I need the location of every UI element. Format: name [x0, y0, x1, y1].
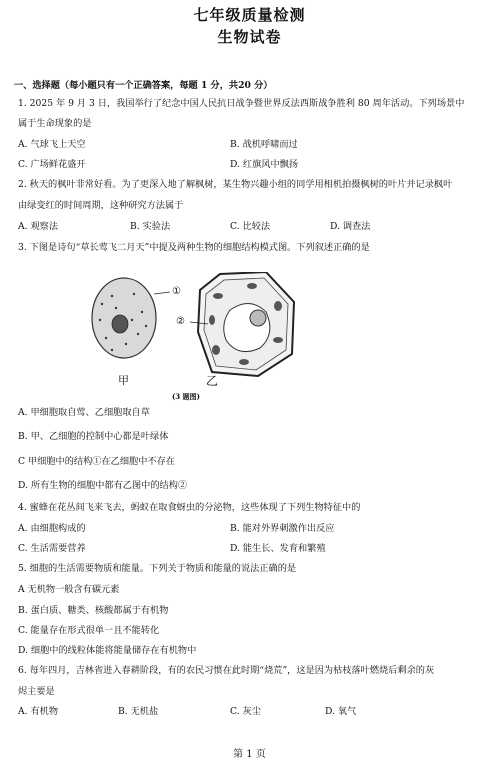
q3-option-b: B. 甲、乙细胞的控制中心都是叶绿体 — [18, 431, 169, 442]
q6-stem-line2: 烬主要是 — [18, 686, 55, 697]
plant-cell-diagram — [190, 272, 294, 376]
animal-cell-diagram — [92, 278, 170, 358]
q4-option-d: D. 能生长、发育和繁殖 — [230, 543, 326, 554]
section-heading: 一、选择题（每小题只有一个正确答案，每题 1 分，共20 分） — [14, 80, 273, 91]
q3-option-d: D. 所有生物的细胞中都有乙图中的结构② — [18, 480, 188, 491]
marker-2: ② — [176, 316, 185, 327]
q4-option-a: A. 由细胞构成的 — [18, 523, 86, 534]
q6-option-b: B. 无机盐 — [118, 706, 159, 717]
q5-option-d: D. 细胞中的线粒体能将能量储存在有机物中 — [18, 645, 197, 656]
page-number: 第 1 页 — [233, 749, 266, 760]
cell-diagram-figure — [88, 272, 308, 390]
q2-option-b: B. 实验法 — [130, 221, 171, 232]
page-title: 七年级质量检测 — [193, 6, 306, 24]
q5-option-c: C. 能量存在形式很单一且不能转化 — [18, 625, 160, 636]
q1-option-d: D. 红旗风中飘扬 — [230, 159, 299, 170]
q1-stem-line1: 1. 2025 年 9 月 3 日，我国举行了纪念中国人民抗日战争暨世界反法西斯战争胜利 80 周年活动。下列场景中 — [18, 98, 465, 109]
q5-option-a: A 无机物一般含有碳元素 — [18, 584, 120, 595]
q6-option-a: A. 有机物 — [18, 706, 59, 717]
q5-stem-line1: 5. 细胞的生活需要物质和能量。下列关于物质和能量的说法正确的是 — [18, 563, 297, 574]
q2-option-d: D. 调查法 — [330, 221, 371, 232]
q2-stem-line1: 2. 秋天的枫叶非常好看。为了更深入地了解枫树，某生物兴趣小组的同学用相机拍摄枫树的叶片并记录枫叶 — [18, 179, 453, 190]
page-subtitle: 生物试卷 — [217, 28, 282, 46]
q4-option-c: C. 生活需要营养 — [18, 543, 86, 554]
q1-option-b: B. 战机呼啸而过 — [230, 139, 298, 150]
q6-stem-line1: 6. 每年四月，吉林省进入春耕阶段，有的农民习惯在此时期“烧荒”，这是因为枯枝落叶燃烧后剩余的灰 — [18, 665, 435, 676]
q3-option-a: A. 甲细胞取自莺、乙细胞取自草 — [18, 407, 150, 418]
figure-caption: (3 题图) — [172, 392, 200, 401]
q4-stem-line1: 4. 蜜蜂在花丛间飞来飞去，蚂蚁在取食蚜虫的分泌物，这些体现了下列生物特征中的 — [18, 502, 361, 513]
q2-stem-line2: 由绿变红的时间周期，这种研究方法属于 — [18, 200, 184, 211]
q3-option-c: C 甲细胞中的结构①在乙细胞中不存在 — [18, 456, 175, 467]
q3-stem-line1: 3. 下图是诗句“草长莺飞二月天”中提及两种生物的细胞结构模式图。下列叙述正确的是 — [18, 242, 370, 253]
q2-option-c: C. 比较法 — [230, 221, 271, 232]
q1-stem-line2: 属于生命现象的是 — [18, 118, 92, 129]
label-jia: 甲 — [118, 374, 129, 387]
q5-option-b: B. 蛋白质、糖类、核酸都属于有机物 — [18, 605, 169, 616]
q4-option-b: B. 能对外界刺激作出反应 — [230, 523, 335, 534]
label-yi: 乙 — [206, 374, 219, 388]
q1-option-a: A. 气球飞上天空 — [18, 139, 86, 150]
q2-option-a: A. 观察法 — [18, 221, 59, 232]
q6-option-c: C. 灰尘 — [230, 706, 261, 717]
q1-option-c: C. 广场鲜花盛开 — [18, 159, 86, 170]
q6-option-d: D. 氧气 — [325, 706, 357, 717]
marker-1: ① — [172, 286, 181, 297]
